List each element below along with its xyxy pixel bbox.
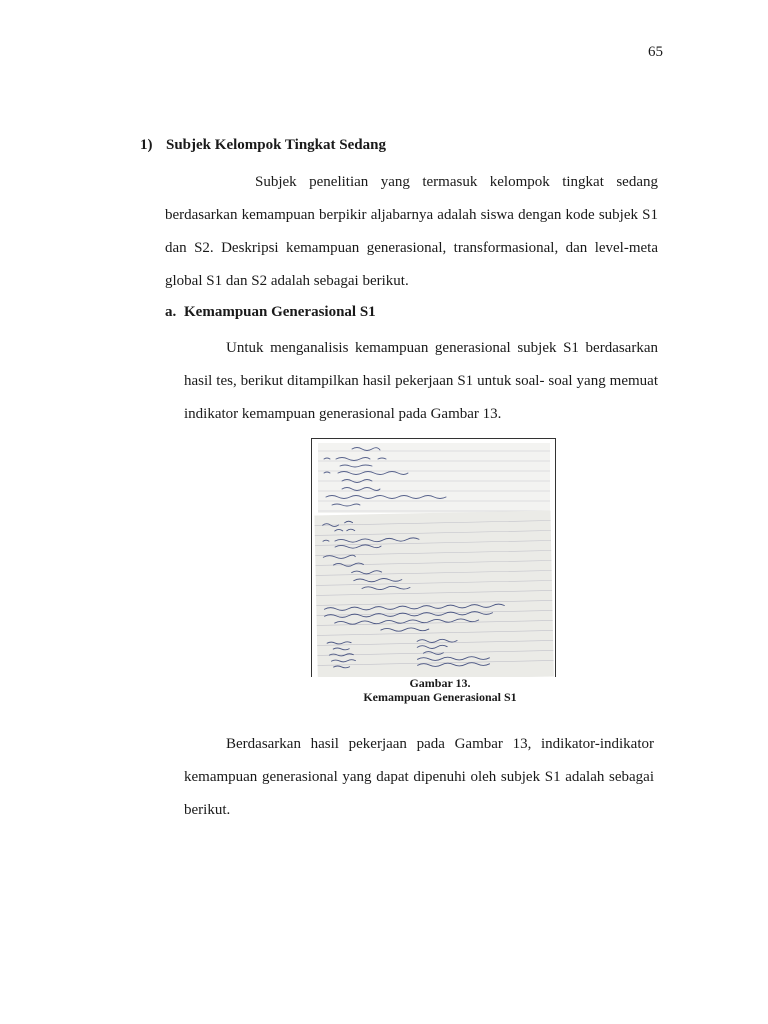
subsection-heading xyxy=(165,304,376,321)
figure-label: Gambar 13. xyxy=(409,676,471,690)
section-paragraph: Subjek penelitian yang termasuk kelompok tingkat sedang berdasarkan kemampuan berpikir aljabarnya adalah siswa dengan kode subjek S1 dan S2. Deskripsi kemampuan generasional, transformasional, dan level-meta global S1 dan S2 adalah sebagai berikut. xyxy=(165,174,658,289)
subsection-conclusion-paragraph: Berdasarkan hasil pekerjaan pada Gambar 13, indikator-indikator kemampuan generasional yang dapat dipenuhi oleh subjek S1 adalah sebagai berikut. xyxy=(184,736,654,818)
figure-photo xyxy=(311,438,556,677)
section-number: 1) xyxy=(140,137,153,153)
handwritten-worksheet-photo xyxy=(312,439,555,677)
subsection-letter: a. xyxy=(165,304,177,320)
section-title: Subjek Kelompok Tingkat Sedang xyxy=(166,137,386,153)
subsection-title: Kemampuan Generasional S1 xyxy=(184,304,376,320)
page-number: 65 xyxy=(648,44,663,60)
section-heading xyxy=(140,137,386,154)
figure-title: Kemampuan Generasional S1 xyxy=(363,690,517,704)
subsection-intro-paragraph: Untuk menganalisis kemampuan generasional subjek S1 berdasarkan hasil tes, berikut ditampilkan hasil pekerjaan S1 untuk soal- soal yang memuat indikator kemampuan generasional pada Gambar 13. xyxy=(184,340,658,422)
